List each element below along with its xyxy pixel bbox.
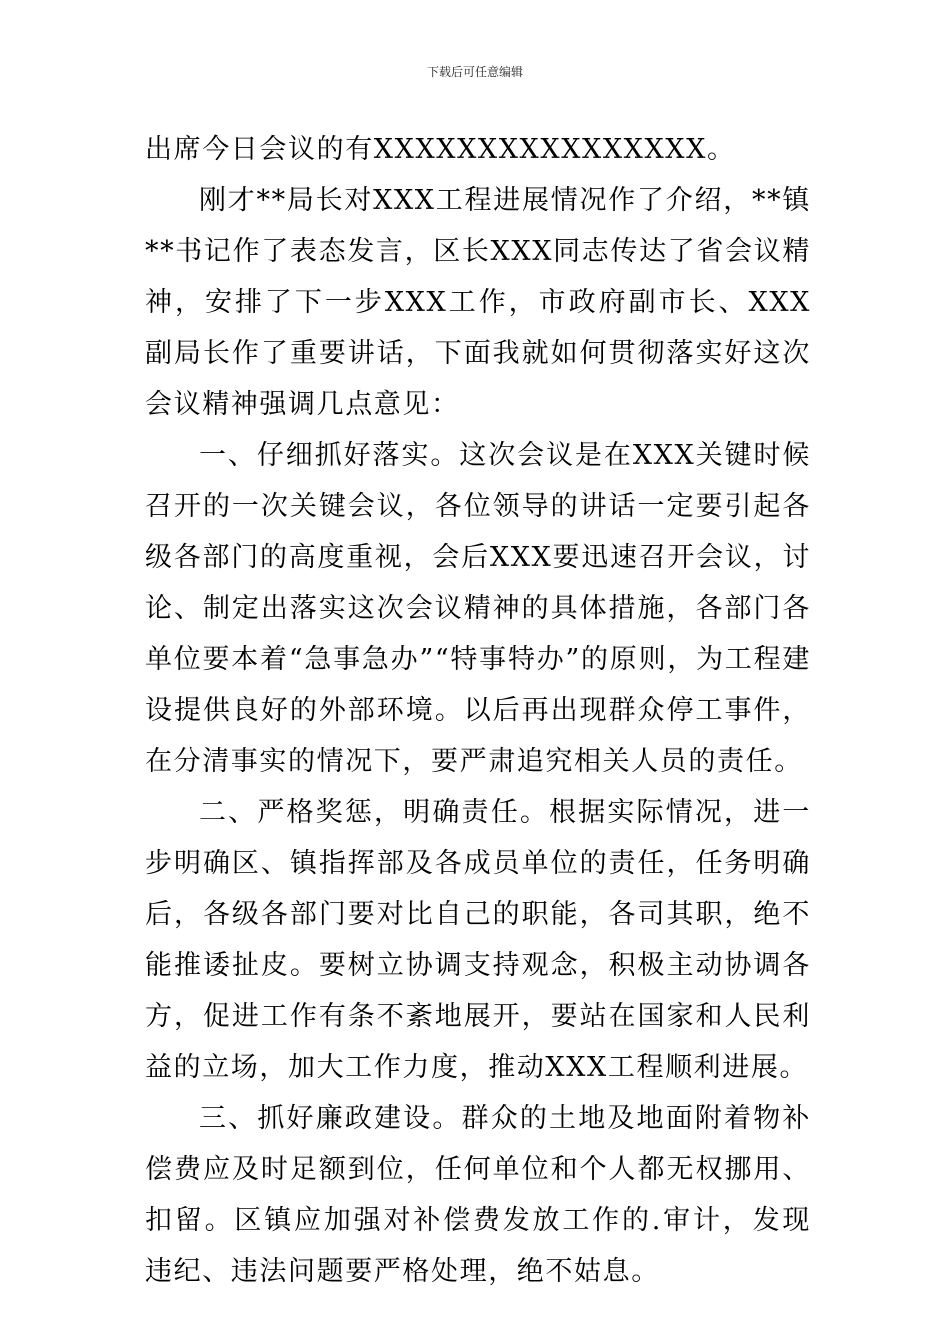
paragraph-point-one: 一、仔细抓好落实。这次会议是在XXX关键时候召开的一次关键会议，各位领导的讲话一定要引起各级各部门的高度重视，会后XXX要迅速召开会议，讨论、制定出落实这次会议精神的具体措施，各部门各单位要本着“急事急办”“特事特办”的原则，为工程建设提供良好的外部环境。以后再出现群众停工事件，在分清事实的情况下，要严肃追究相关人员的责任。 (145, 440, 811, 777)
document-body (145, 124, 811, 1297)
paragraph-point-two: 二、严格奖惩，明确责任。根据实际情况，进一步明确区、镇指挥部及各成员单位的责任，任务明确后，各级各部门要对比自己的职能，各司其职，绝不能推诿扯皮。要树立协调支持观念，积极主动协调各方，促进工作有条不紊地展开，要站在国家和人民利益的立场，加大工作力度，推动XXX工程顺利进展。 (145, 797, 811, 1083)
page-header: 下载后可任意编辑 (426, 65, 523, 79)
paragraph-point-three: 三、抓好廉政建设。群众的土地及地面附着物补偿费应及时足额到位，任何单位和个人都无权挪用、扣留。区镇应加强对补偿费发放工作的.审计，发现违纪、违法问题要严格处理，绝不姑息。 (145, 1103, 811, 1287)
paragraph-introduction: 刚才**局长对XXX工程进展情况作了介绍，**镇**书记作了表态发言，区长XXX同志传达了省会议精神，安排了下一步XXX工作，市政府副市长、XXX副局长作了重要讲话，下面我就如何贯彻落实好这次会议精神强调几点意见： (145, 185, 811, 420)
paragraph-attendees: 出席今日会议的有XXXXXXXXXXXXXXXX。 (145, 134, 736, 165)
